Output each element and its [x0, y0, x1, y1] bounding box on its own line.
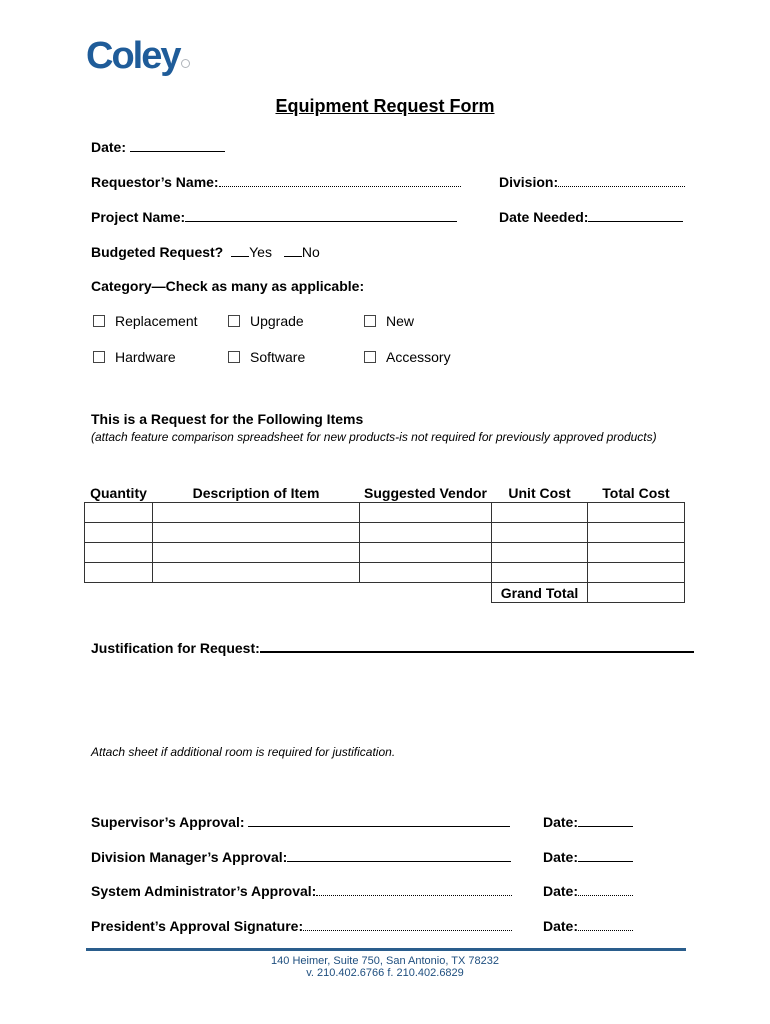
checkbox-label: Hardware: [115, 349, 176, 365]
table-row: [85, 563, 685, 583]
category-heading: Category—Check as many as applicable:: [91, 278, 365, 294]
column-header-quantity: Quantity: [90, 484, 147, 501]
checkbox-label: New: [386, 313, 415, 329]
table-row: [85, 543, 685, 563]
quantity-cell[interactable]: [85, 543, 153, 563]
total-cost-cell[interactable]: [588, 503, 685, 523]
checkbox-icon[interactable]: [228, 351, 240, 363]
date-row: [91, 137, 225, 156]
project-row: [91, 207, 457, 226]
description-cell[interactable]: [153, 563, 360, 583]
approval-row-supervisor: [91, 812, 510, 831]
budgeted-row: [91, 242, 320, 261]
justification-note: Attach sheet if additional room is required for justification.: [91, 745, 396, 759]
checkbox-label: Upgrade: [250, 313, 304, 329]
no-field[interactable]: [284, 242, 302, 257]
unit-cost-cell[interactable]: [492, 563, 588, 583]
unit-cost-cell[interactable]: [492, 503, 588, 523]
president-signature-field[interactable]: [303, 916, 512, 931]
description-cell[interactable]: [153, 503, 360, 523]
blank-cell: [153, 583, 360, 603]
checkbox-software[interactable]: [228, 348, 305, 366]
division-row: [499, 172, 685, 191]
vendor-cell[interactable]: [360, 543, 492, 563]
table-row: [85, 503, 685, 523]
supervisor-date-field[interactable]: [578, 812, 633, 827]
approval-date-label: Date:: [543, 883, 579, 899]
division-manager-date-field[interactable]: [578, 847, 633, 862]
no-label: No: [301, 244, 320, 260]
date-needed-field[interactable]: [588, 207, 683, 222]
checkbox-hardware[interactable]: [93, 348, 176, 366]
checkbox-label: Accessory: [386, 349, 451, 365]
approval-row-system-administrator: [91, 881, 512, 900]
page-title: Equipment Request Form: [275, 96, 495, 116]
system-administrator-signature-field[interactable]: [316, 881, 512, 896]
checkbox-icon[interactable]: [228, 315, 240, 327]
quantity-cell[interactable]: [85, 563, 153, 583]
table-row: [85, 523, 685, 543]
checkbox-accessory[interactable]: [364, 348, 451, 366]
total-cost-cell[interactable]: [588, 563, 685, 583]
date-label: Date:: [91, 139, 127, 155]
checkbox-icon[interactable]: [364, 351, 376, 363]
unit-cost-cell[interactable]: [492, 543, 588, 563]
supervisor-signature-field[interactable]: [248, 812, 510, 827]
checkbox-icon[interactable]: [364, 315, 376, 327]
checkbox-new[interactable]: [364, 312, 414, 330]
checkbox-replacement[interactable]: [93, 312, 198, 330]
checkbox-icon[interactable]: [93, 315, 105, 327]
system-administrator-date-field[interactable]: [578, 881, 633, 896]
items-note: (attach feature comparison spreadsheet for new products-is not required for previously approved products): [91, 430, 657, 444]
approval-date-row: [543, 847, 633, 866]
grand-total-row: [85, 583, 685, 603]
checkbox-upgrade[interactable]: [228, 312, 304, 330]
date-needed-label: Date Needed:: [499, 209, 589, 225]
description-cell[interactable]: [153, 543, 360, 563]
justification-field[interactable]: [260, 637, 694, 653]
approval-date-row: [543, 881, 633, 900]
approval-date-label: Date:: [543, 814, 579, 830]
column-header-vendor: Suggested Vendor: [364, 484, 487, 501]
yes-field[interactable]: [231, 242, 249, 257]
approval-date-row: [543, 812, 633, 831]
division-label: Division:: [499, 174, 559, 190]
approval-label: Division Manager’s Approval:: [91, 849, 288, 865]
checkbox-icon[interactable]: [93, 351, 105, 363]
approval-row-division-manager: [91, 847, 511, 866]
approval-date-label: Date:: [543, 849, 579, 865]
footer-address: 140 Heimer, Suite 750, San Antonio, TX 78232: [271, 955, 499, 967]
footer-phones: v. 210.402.6766 f. 210.402.6829: [306, 967, 464, 979]
checkbox-label: Software: [250, 349, 306, 365]
column-header-description: Description of Item: [192, 484, 320, 501]
approval-date-row: [543, 916, 633, 935]
grand-total-label: Grand Total: [492, 583, 588, 603]
approval-date-label: Date:: [543, 918, 579, 934]
total-cost-cell[interactable]: [588, 523, 685, 543]
requestor-field[interactable]: [219, 172, 461, 187]
items-heading: This is a Request for the Following Items: [91, 411, 364, 427]
project-label: Project Name:: [91, 209, 186, 225]
quantity-cell[interactable]: [85, 523, 153, 543]
justification-label: Justification for Request:: [91, 640, 260, 656]
blank-cell: [360, 583, 492, 603]
project-field[interactable]: [185, 207, 457, 222]
grand-total-cell[interactable]: [588, 583, 685, 603]
checkbox-label: Replacement: [115, 313, 198, 329]
quantity-cell[interactable]: [85, 503, 153, 523]
footer-divider: [86, 948, 686, 951]
items-table: [84, 482, 685, 603]
date-needed-row: [499, 207, 683, 226]
approval-label: Supervisor’s Approval:: [91, 814, 245, 830]
budgeted-label: Budgeted Request?: [91, 244, 224, 260]
requestor-label: Requestor’s Name:: [91, 174, 219, 190]
table-header-row: [85, 482, 685, 503]
vendor-cell[interactable]: [360, 563, 492, 583]
approval-row-president: [91, 916, 512, 935]
president-date-field[interactable]: [578, 916, 633, 931]
justification-row: [91, 637, 694, 657]
column-header-total-cost: Total Cost: [602, 484, 670, 501]
division-field[interactable]: [558, 172, 685, 187]
total-cost-cell[interactable]: [588, 543, 685, 563]
company-logo: [86, 36, 190, 76]
vendor-cell[interactable]: [360, 523, 492, 543]
approval-label: System Administrator’s Approval:: [91, 883, 317, 899]
unit-cost-cell[interactable]: [492, 523, 588, 543]
registered-mark-icon: [181, 59, 190, 68]
division-manager-signature-field[interactable]: [287, 847, 511, 862]
yes-label: Yes: [249, 244, 272, 260]
approval-label: President’s Approval Signature:: [91, 918, 304, 934]
logo-text: Coley: [86, 35, 180, 77]
requestor-row: [91, 172, 461, 191]
vendor-cell[interactable]: [360, 503, 492, 523]
blank-cell: [85, 583, 153, 603]
column-header-unit-cost: Unit Cost: [508, 484, 571, 501]
date-field[interactable]: [130, 137, 225, 152]
description-cell[interactable]: [153, 523, 360, 543]
